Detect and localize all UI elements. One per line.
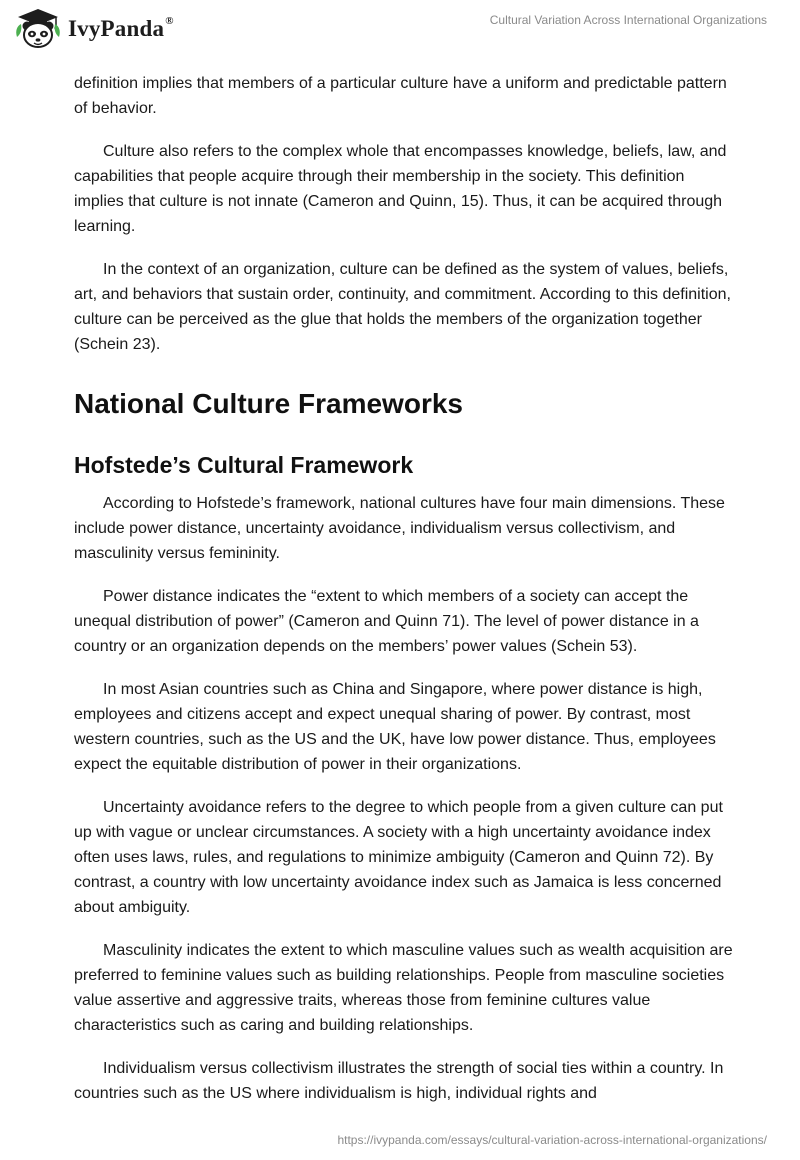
page-header [0,0,800,70]
subsection-heading: Hofstede’s Cultural Framework [74,452,414,478]
source-url[interactable]: https://ivypanda.com/essays/cultural-variation-across-international-organizations/ [337,1133,767,1147]
ivypanda-logo[interactable] [14,7,174,49]
section-heading: National Culture Frameworks [74,388,463,419]
paragraph: Uncertainty avoidance refers to the degree to which people from a given culture can put up with vague or unclear circumstances. A society with a high uncertainty avoidance index often uses laws, rules, and regulations to minimize ambiguity (Cameron and Quinn 72). By contrast, a country with low uncertainty avoidance index such as Jamaica is less concerned about ambiguity. [74,799,723,916]
paragraph: Masculinity indicates the extent to which masculine values such as wealth acquisition are preferred to feminine values such as building relationships. People from masculine societies value assertive and aggressive traits, whereas those from feminine cultures value characteristics such as caring and building relationships. [74,942,733,1034]
panda-graduate-icon [14,7,62,49]
paragraph: According to Hofstede’s framework, national cultures have four main dimensions. These include power distance, uncertainty avoidance, individualism versus collectivism, and masculinity versus femininity. [74,495,725,562]
paragraph: Individualism versus collectivism illustrates the strength of social ties within a country. In countries such as the US where individualism is high, individual rights and [74,1060,724,1102]
paragraph: definition implies that members of a particular culture have a uniform and predictable pattern of behavior. [74,75,727,117]
essay-content [74,71,734,1124]
paragraph: In the context of an organization, culture can be defined as the system of values, beliefs, art, and behaviors that sustain order, continuity, and commitment. According to this definition, culture can be perceived as the glue that holds the members of the organization together (Schein 23). [74,261,731,353]
paragraph: In most Asian countries such as China and Singapore, where power distance is high, employees and citizens accept and expect unequal sharing of power. By contrast, most western countries, such as the US and the UK, have low power distance. Thus, employees expect the equitable distribution of power in their organizations. [74,681,716,773]
logo-wordmark: IvyPanda® [68,14,174,41]
document-title: Cultural Variation Across International Organizations [489,13,767,27]
paragraph: Power distance indicates the “extent to which members of a society can accept the unequal distribution of power” (Cameron and Quinn 71). The level of power distance in a country or an organization depends on the members’ power values (Schein 53). [74,588,699,655]
paragraph: Culture also refers to the complex whole that encompasses knowledge, beliefs, law, and capabilities that people acquire through their membership in the society. This definition implies that culture is not innate (Cameron and Quinn, 15). Thus, it can be acquired through learning. [74,143,727,235]
